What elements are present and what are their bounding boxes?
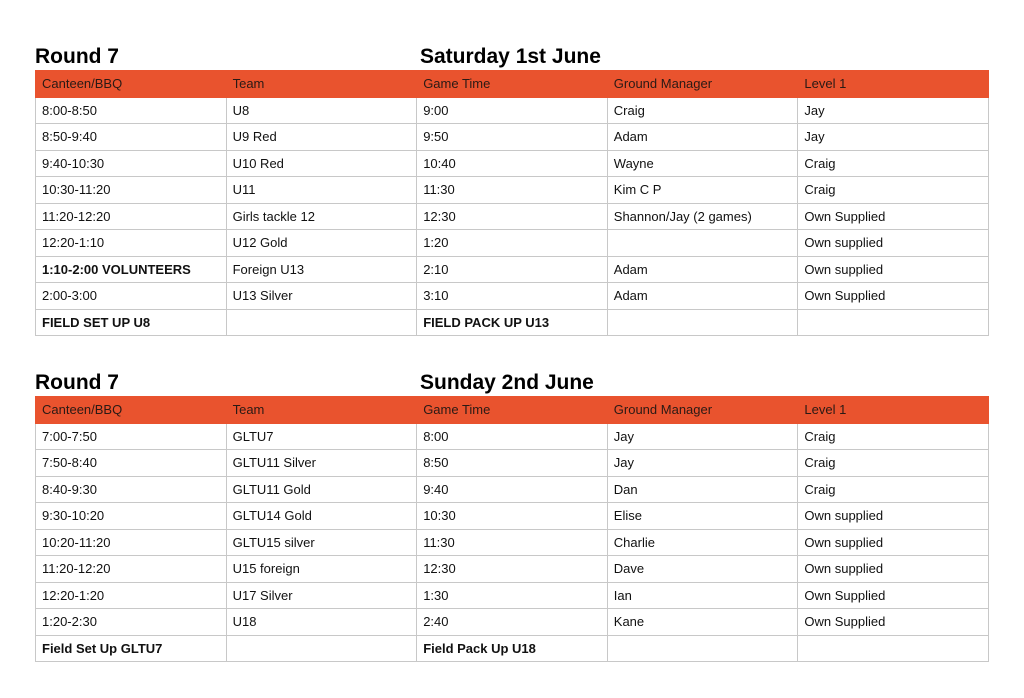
cell-level-1: Craig bbox=[798, 423, 989, 450]
table-row bbox=[36, 256, 989, 283]
cell-game-time: 9:00 bbox=[417, 97, 608, 124]
cell-ground-manager: Ian bbox=[607, 582, 798, 609]
cell-game-time: 12:30 bbox=[417, 556, 608, 583]
header-canteen: Canteen/BBQ bbox=[36, 397, 227, 424]
cell-level-1: Own Supplied bbox=[798, 582, 989, 609]
cell-game-time: 8:00 bbox=[417, 423, 608, 450]
header-game-time: Game Time bbox=[417, 71, 608, 98]
date-title: Sunday 2nd June bbox=[420, 371, 594, 394]
table-row bbox=[36, 230, 989, 257]
cell-team: Girls tackle 12 bbox=[226, 203, 417, 230]
table-row bbox=[36, 476, 989, 503]
cell-game-time: 9:40 bbox=[417, 476, 608, 503]
cell-ground-manager: Dave bbox=[607, 556, 798, 583]
cell-team: U18 bbox=[226, 609, 417, 636]
cell-canteen: 8:40-9:30 bbox=[36, 476, 227, 503]
cell-game-time: 11:30 bbox=[417, 177, 608, 204]
cell-team bbox=[226, 309, 417, 336]
table-header-row bbox=[36, 397, 989, 424]
cell-ground-manager: Adam bbox=[607, 124, 798, 151]
cell-field-pack-up: FIELD PACK UP U13 bbox=[417, 309, 608, 336]
cell-canteen: 12:20-1:10 bbox=[36, 230, 227, 257]
cell-canteen: 7:50-8:40 bbox=[36, 450, 227, 477]
cell-game-time: 1:20 bbox=[417, 230, 608, 257]
cell-team: U17 Silver bbox=[226, 582, 417, 609]
cell-game-time: 12:30 bbox=[417, 203, 608, 230]
cell-ground-manager: Adam bbox=[607, 256, 798, 283]
cell-canteen: 2:00-3:00 bbox=[36, 283, 227, 310]
table-row-footer bbox=[36, 309, 989, 336]
cell-level-1: Craig bbox=[798, 177, 989, 204]
cell-game-time: 1:30 bbox=[417, 582, 608, 609]
cell-level-1: Craig bbox=[798, 450, 989, 477]
cell-field-pack-up: Field Pack Up U18 bbox=[417, 635, 608, 662]
cell-canteen: 1:10-2:00 VOLUNTEERS bbox=[36, 256, 227, 283]
cell-team: GLTU14 Gold bbox=[226, 503, 417, 530]
cell-team: U12 Gold bbox=[226, 230, 417, 257]
cell-canteen: 7:00-7:50 bbox=[36, 423, 227, 450]
schedule-table bbox=[35, 70, 989, 336]
cell-team: U9 Red bbox=[226, 124, 417, 151]
cell-canteen: 8:00-8:50 bbox=[36, 97, 227, 124]
cell-team: U10 Red bbox=[226, 150, 417, 177]
schedule-table bbox=[35, 396, 989, 662]
cell-level-1: Own supplied bbox=[798, 256, 989, 283]
cell-ground-manager bbox=[607, 635, 798, 662]
cell-team: U13 Silver bbox=[226, 283, 417, 310]
date-title: Saturday 1st June bbox=[420, 45, 601, 68]
cell-level-1: Own Supplied bbox=[798, 609, 989, 636]
cell-ground-manager: Adam bbox=[607, 283, 798, 310]
table-row bbox=[36, 283, 989, 310]
table-row bbox=[36, 556, 989, 583]
table-row bbox=[36, 450, 989, 477]
cell-canteen: 9:40-10:30 bbox=[36, 150, 227, 177]
cell-team: GLTU11 Silver bbox=[226, 450, 417, 477]
cell-level-1: Jay bbox=[798, 124, 989, 151]
cell-canteen: 8:50-9:40 bbox=[36, 124, 227, 151]
cell-team: U11 bbox=[226, 177, 417, 204]
cell-game-time: 10:30 bbox=[417, 503, 608, 530]
cell-level-1: Own supplied bbox=[798, 230, 989, 257]
cell-team: GLTU7 bbox=[226, 423, 417, 450]
cell-ground-manager bbox=[607, 309, 798, 336]
cell-ground-manager: Wayne bbox=[607, 150, 798, 177]
cell-game-time: 2:10 bbox=[417, 256, 608, 283]
cell-level-1: Own supplied bbox=[798, 503, 989, 530]
table-row bbox=[36, 203, 989, 230]
cell-game-time: 2:40 bbox=[417, 609, 608, 636]
cell-game-time: 9:50 bbox=[417, 124, 608, 151]
cell-team: GLTU15 silver bbox=[226, 529, 417, 556]
cell-canteen: 10:30-11:20 bbox=[36, 177, 227, 204]
table-row bbox=[36, 582, 989, 609]
saturday-schedule bbox=[35, 44, 988, 336]
cell-field-set-up: Field Set Up GLTU7 bbox=[36, 635, 227, 662]
cell-field-set-up: FIELD SET UP U8 bbox=[36, 309, 227, 336]
header-ground-manager: Ground Manager bbox=[607, 71, 798, 98]
cell-team: Foreign U13 bbox=[226, 256, 417, 283]
table-row bbox=[36, 609, 989, 636]
cell-canteen: 10:20-11:20 bbox=[36, 529, 227, 556]
cell-ground-manager: Craig bbox=[607, 97, 798, 124]
round-title: Round 7 bbox=[35, 45, 119, 68]
header-level-1: Level 1 bbox=[798, 397, 989, 424]
header-ground-manager: Ground Manager bbox=[607, 397, 798, 424]
cell-level-1: Jay bbox=[798, 97, 989, 124]
cell-team: GLTU11 Gold bbox=[226, 476, 417, 503]
cell-level-1: Own Supplied bbox=[798, 203, 989, 230]
cell-ground-manager: Charlie bbox=[607, 529, 798, 556]
table-row bbox=[36, 503, 989, 530]
header-canteen: Canteen/BBQ bbox=[36, 71, 227, 98]
cell-ground-manager: Kim C P bbox=[607, 177, 798, 204]
cell-team: U8 bbox=[226, 97, 417, 124]
round-title: Round 7 bbox=[35, 371, 119, 394]
cell-level-1: Craig bbox=[798, 150, 989, 177]
cell-ground-manager: Jay bbox=[607, 450, 798, 477]
cell-game-time: 8:50 bbox=[417, 450, 608, 477]
table-row bbox=[36, 150, 989, 177]
cell-game-time: 11:30 bbox=[417, 529, 608, 556]
table-row bbox=[36, 97, 989, 124]
cell-ground-manager bbox=[607, 230, 798, 257]
header-team: Team bbox=[226, 397, 417, 424]
cell-ground-manager: Kane bbox=[607, 609, 798, 636]
cell-canteen: 11:20-12:20 bbox=[36, 556, 227, 583]
cell-level-1: Own Supplied bbox=[798, 283, 989, 310]
cell-level-1 bbox=[798, 635, 989, 662]
cell-ground-manager: Shannon/Jay (2 games) bbox=[607, 203, 798, 230]
table-header-row bbox=[36, 71, 989, 98]
table-row-footer bbox=[36, 635, 989, 662]
cell-canteen: 9:30-10:20 bbox=[36, 503, 227, 530]
cell-ground-manager: Elise bbox=[607, 503, 798, 530]
cell-level-1 bbox=[798, 309, 989, 336]
cell-game-time: 10:40 bbox=[417, 150, 608, 177]
section-titles bbox=[35, 370, 988, 396]
header-game-time: Game Time bbox=[417, 397, 608, 424]
table-row bbox=[36, 124, 989, 151]
table-row bbox=[36, 423, 989, 450]
cell-level-1: Own supplied bbox=[798, 556, 989, 583]
section-titles bbox=[35, 44, 988, 70]
table-row bbox=[36, 177, 989, 204]
cell-team: U15 foreign bbox=[226, 556, 417, 583]
cell-ground-manager: Dan bbox=[607, 476, 798, 503]
cell-team bbox=[226, 635, 417, 662]
cell-canteen: 12:20-1:20 bbox=[36, 582, 227, 609]
cell-level-1: Craig bbox=[798, 476, 989, 503]
cell-canteen: 11:20-12:20 bbox=[36, 203, 227, 230]
cell-game-time: 3:10 bbox=[417, 283, 608, 310]
header-team: Team bbox=[226, 71, 417, 98]
header-level-1: Level 1 bbox=[798, 71, 989, 98]
cell-level-1: Own supplied bbox=[798, 529, 989, 556]
cell-canteen: 1:20-2:30 bbox=[36, 609, 227, 636]
table-row bbox=[36, 529, 989, 556]
cell-ground-manager: Jay bbox=[607, 423, 798, 450]
sunday-schedule bbox=[35, 370, 988, 662]
